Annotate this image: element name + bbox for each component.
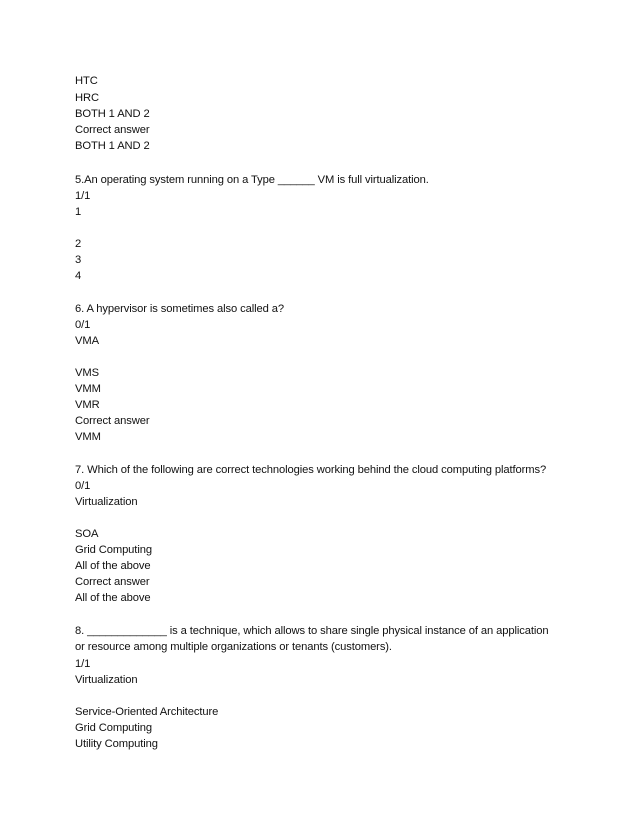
q5-option-3: 3: [75, 254, 82, 266]
q7-correct-answer-label: Correct answer: [75, 576, 150, 588]
q5-option-1: 1: [75, 206, 82, 218]
q6-option-vmm: VMM: [75, 383, 101, 395]
q6-correct-answer-label: Correct answer: [75, 415, 150, 427]
score-q7: 0/1: [75, 480, 91, 492]
question-7: 7. Which of the following are correct technologies working behind the cloud computing platforms?: [75, 464, 547, 476]
q7-correct-answer-value: All of the above: [75, 592, 151, 604]
answer-option-hrc: HRC: [75, 92, 99, 104]
q5-option-2: 2: [75, 238, 82, 250]
q6-option-vms: VMS: [75, 367, 99, 379]
correct-answer-value: BOTH 1 AND 2: [75, 140, 150, 152]
score-q6: 0/1: [75, 319, 91, 331]
q6-correct-answer-value: VMM: [75, 431, 101, 443]
answer-option-both: BOTH 1 AND 2: [75, 108, 150, 120]
q7-option-all-of-the-above: All of the above: [75, 560, 151, 572]
q7-option-virtualization: Virtualization: [75, 496, 138, 508]
score-q8: 1/1: [75, 658, 91, 670]
answer-option-htc: HTC: [75, 75, 98, 87]
q8-option-grid-computing: Grid Computing: [75, 722, 152, 734]
q8-option-utility-computing: Utility Computing: [75, 738, 158, 750]
question-8: 8. _____________ is a technique, which allows to share single physical instance of an application or resource among multiple organizations or tenants (customers).: [75, 625, 549, 653]
score-q5: 1/1: [75, 190, 91, 202]
q7-option-grid-computing: Grid Computing: [75, 544, 152, 556]
question-5: 5.An operating system running on a Type ______ VM is full virtualization.: [75, 174, 429, 186]
q5-option-4: 4: [75, 270, 82, 282]
q6-option-vmr: VMR: [75, 399, 100, 411]
correct-answer-label: Correct answer: [75, 124, 150, 136]
q8-option-virtualization: Virtualization: [75, 674, 138, 686]
q8-option-soa: Service-Oriented Architecture: [75, 706, 219, 718]
q6-option-vma: VMA: [75, 335, 99, 347]
q7-option-soa: SOA: [75, 528, 99, 540]
question-6: 6. A hypervisor is sometimes also called a?: [75, 303, 284, 315]
